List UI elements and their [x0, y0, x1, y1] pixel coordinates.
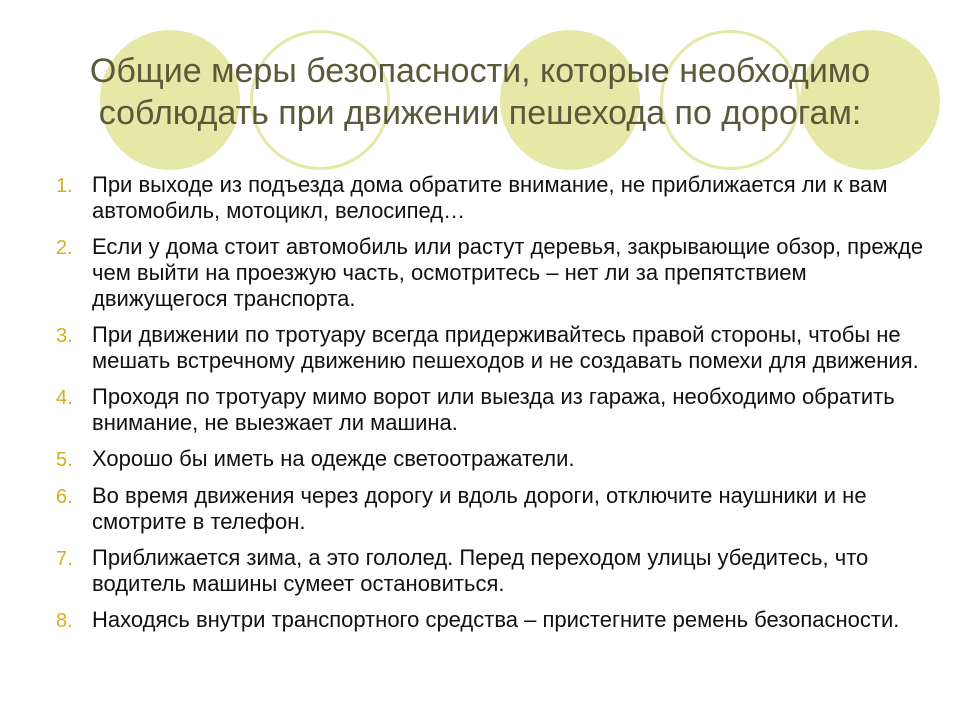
list-item-number: 8. [56, 610, 73, 632]
list-item [56, 172, 936, 224]
list-item [56, 607, 936, 634]
list-item [56, 322, 936, 374]
list-item-number: 7. [56, 548, 73, 570]
list-item [56, 545, 936, 597]
slide-title [30, 50, 930, 134]
list-item [56, 446, 936, 473]
list-item-number: 5. [56, 449, 73, 471]
list-item-number: 1. [56, 175, 73, 197]
list-item-text: Проходя по тротуару мимо ворот или выезда из гаража, необходимо обратить внимание, не выезжает ли машина. [92, 384, 895, 435]
title-line-2: соблюдать при движении пешехода по дорогам: [98, 94, 862, 132]
list-item-number: 6. [56, 486, 73, 508]
list-item-text: Во время движения через дорогу и вдоль дороги, отключите наушники и не смотрите в телефон. [92, 483, 867, 534]
list-item-text: Если у дома стоит автомобиль или растут деревья, закрывающие обзор, прежде чем выйти на проезжую часть, осмотритесь – нет ли за препятствием движущегося транспорта. [92, 234, 924, 311]
list-item-text: Приближается зима, а это гололед. Перед переходом улицы убедитесь, что водитель машины сумеет остановиться. [92, 545, 869, 596]
list-item [56, 234, 936, 312]
list-item-number: 3. [56, 325, 73, 347]
list-item-number: 2. [56, 237, 73, 259]
title-line-1: Общие меры безопасности, которые необходимо [89, 52, 871, 90]
list-item-text: Хорошо бы иметь на одежде светоотражатели. [92, 446, 575, 471]
list-item [56, 384, 936, 436]
safety-rules-list [56, 172, 936, 644]
list-item [56, 483, 936, 535]
list-item-number: 4. [56, 387, 73, 409]
list-item-text: При выходе из подъезда дома обратите внимание, не приближается ли к вам автомобиль, мотоцикл, велосипед… [92, 172, 888, 223]
list-item-text: Находясь внутри транспортного средства – пристегните ремень безопасности. [92, 607, 900, 632]
list-item-text: При движении по тротуару всегда придерживайтесь правой стороны, чтобы не мешать встречному движению пешеходов и не создавать помехи для движения. [92, 322, 919, 373]
